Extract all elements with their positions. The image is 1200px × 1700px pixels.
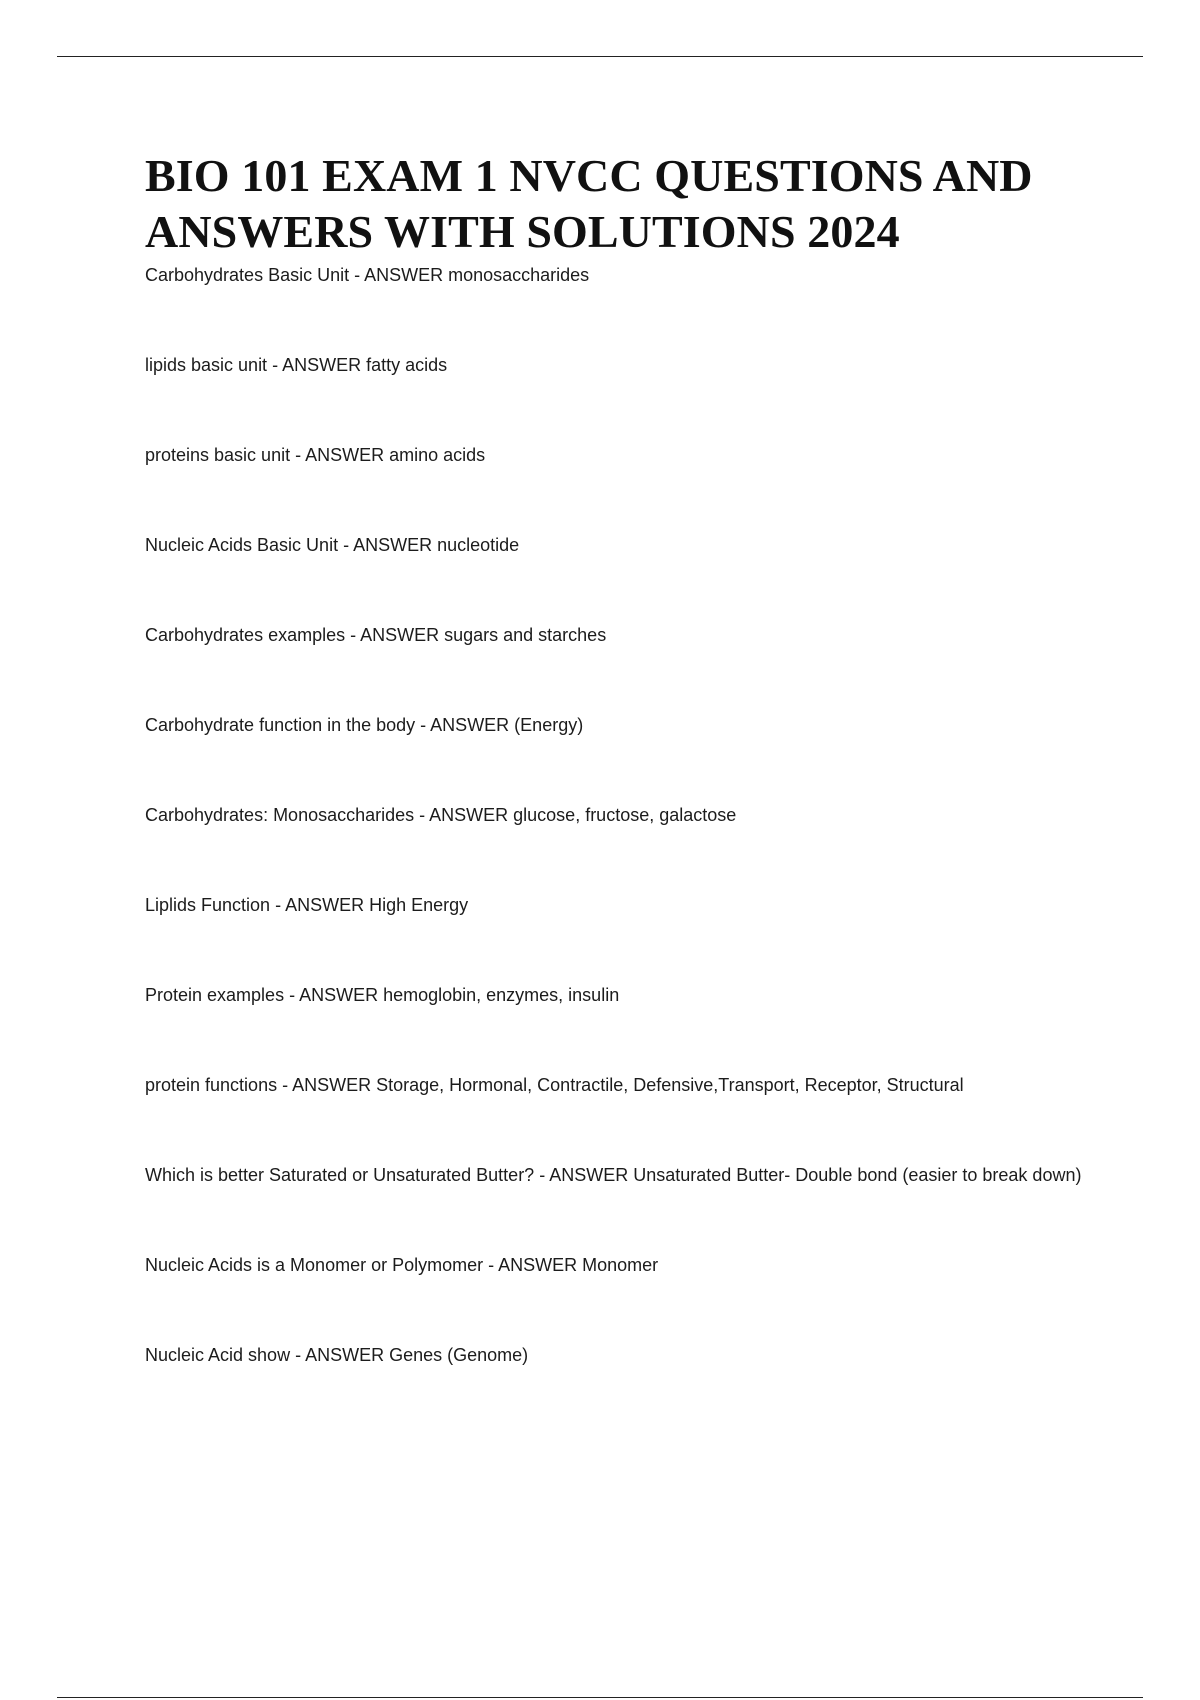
qa-item: Carbohydrates Basic Unit - ANSWER monosaccharides [145, 265, 590, 285]
qa-item: Carbohydrate function in the body - ANSWER (Energy) [145, 715, 584, 735]
qa-item: protein functions - ANSWER Storage, Hormonal, Contractile, Defensive,Transport, Receptor, Structural [145, 1075, 964, 1095]
qa-item: Which is better Saturated or Unsaturated Butter? - ANSWER Unsaturated Butter- Double bond (easier to break down) [145, 1165, 1082, 1185]
document-title: BIO 101 EXAM 1 NVCC QUESTIONS AND ANSWERS WITH SOLUTIONS 2024 [145, 150, 1033, 257]
header-rule [57, 56, 1143, 57]
qa-list [145, 262, 1085, 1369]
qa-item: Protein examples - ANSWER hemoglobin, enzymes, insulin [145, 985, 620, 1005]
qa-item: Nucleic Acids is a Monomer or Polymomer - ANSWER Monomer [145, 1255, 659, 1275]
footer-rule [57, 1697, 1143, 1698]
qa-item: Nucleic Acid show - ANSWER Genes (Genome) [145, 1345, 529, 1365]
qa-item: Liplids Function - ANSWER High Energy [145, 895, 469, 915]
qa-item: lipids basic unit - ANSWER fatty acids [145, 355, 448, 375]
qa-item: proteins basic unit - ANSWER amino acids [145, 445, 486, 465]
document-body [145, 148, 1085, 1432]
qa-item: Carbohydrates examples - ANSWER sugars and starches [145, 625, 607, 645]
qa-item: Nucleic Acids Basic Unit - ANSWER nucleotide [145, 535, 520, 555]
qa-item: Carbohydrates: Monosaccharides - ANSWER glucose, fructose, galactose [145, 805, 737, 825]
